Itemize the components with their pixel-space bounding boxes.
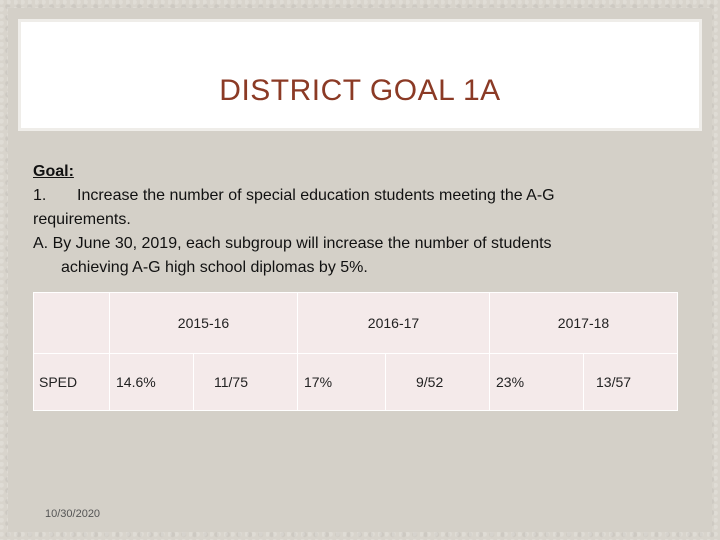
table-header-blank	[34, 293, 110, 354]
table-cell: 23%	[490, 354, 584, 411]
table-row	[34, 354, 678, 411]
table-cell: 14.6%	[110, 354, 194, 411]
goal-line-1-text: Increase the number of special education students meeting the A-G	[77, 187, 555, 204]
slide-title: DISTRICT GOAL 1A	[219, 74, 501, 107]
goal-line-3: A. By June 30, 2019, each subgroup will increase the number of students	[33, 235, 552, 252]
footer-date: 10/30/2020	[45, 508, 101, 520]
goal-line-2: requirements.	[33, 211, 131, 228]
title-panel	[21, 22, 699, 128]
goal-line-4: achieving A-G high school diplomas by 5%.	[61, 259, 368, 276]
table-header-year: 2017-18	[490, 293, 678, 354]
table-cell: 11/75	[194, 354, 298, 411]
table-header-row	[34, 293, 678, 354]
table-header-year: 2015-16	[110, 293, 298, 354]
goal-number: 1.	[33, 187, 47, 204]
table-cell: 17%	[298, 354, 386, 411]
table-cell: 13/57	[584, 354, 678, 411]
table-row-label: SPED	[34, 354, 110, 411]
table-header-year: 2016-17	[298, 293, 490, 354]
goal-label: Goal:	[33, 163, 74, 180]
goal-text-block	[33, 160, 673, 280]
table-cell: 9/52	[386, 354, 490, 411]
goal-line-1	[33, 184, 673, 208]
results-table	[33, 292, 678, 411]
